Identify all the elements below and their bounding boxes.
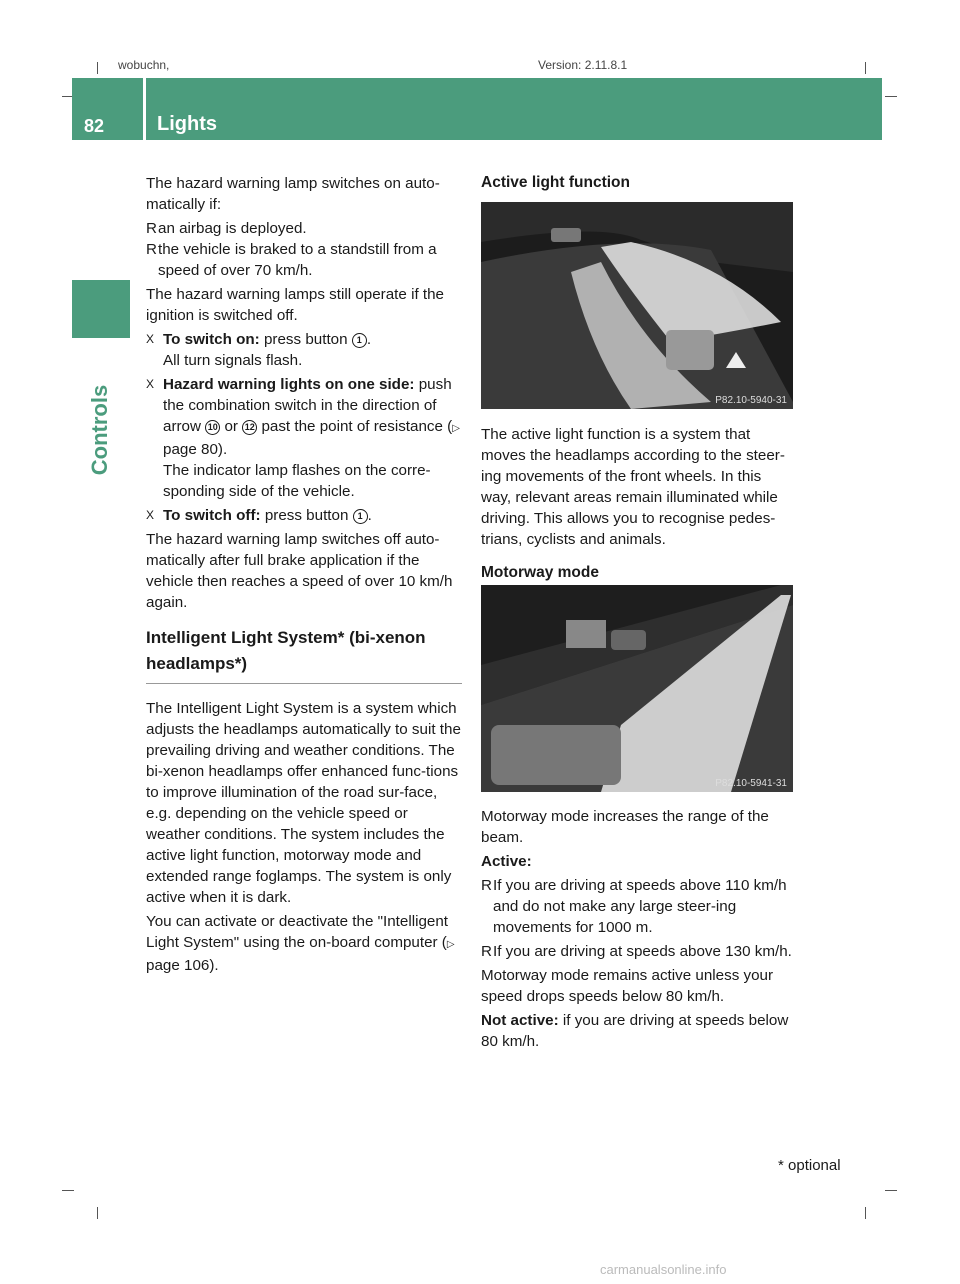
crop-mark (62, 1190, 74, 1191)
night-road-curve-illustration (481, 202, 793, 409)
still-operate-text: The hazard warning lamps still operate if the ignition is switched off. (146, 286, 444, 324)
page-ref-icon: ▷ (452, 423, 460, 434)
list-item: R If you are driving at speeds above 110 km/h and do not make any large steer-ing movements for 1000 m. (481, 877, 787, 936)
section-tab (72, 280, 130, 338)
motorway-heading: Motorway mode (481, 564, 599, 581)
button-1-icon: 1 (353, 509, 368, 524)
crop-mark (97, 62, 98, 74)
step-arrow-icon: X (146, 508, 155, 522)
active-label: Active: (481, 853, 532, 870)
print-meta-left: wobuchn, (118, 58, 170, 72)
page-number: 82 (84, 116, 105, 136)
right-column-b (481, 806, 793, 1055)
watermark: carmanualsonline.info (600, 1262, 727, 1277)
crop-mark (885, 96, 897, 97)
motorway-paragraph: Motorway mode increases the range of the beam. (481, 808, 769, 846)
bullet-marker: R (481, 877, 492, 894)
step-switch-on: X To switch on: press button 1 . All turn signals flash. (146, 331, 372, 369)
arrow-10-icon: 10 (205, 420, 220, 435)
page-ref-icon: ▷ (446, 939, 455, 950)
left-column (146, 173, 462, 979)
bullet-marker: R (146, 220, 157, 237)
bullet-marker: R (481, 943, 492, 960)
crop-mark (865, 1207, 866, 1219)
step-arrow-icon: X (146, 332, 155, 346)
not-active-text: Not active: if you are driving at speeds below 80 km/h. (481, 1012, 789, 1050)
ils-heading: Intelligent Light System* (bi-xenon headlamps*) (146, 628, 426, 673)
crop-mark (865, 62, 866, 74)
auto-off-text: The hazard warning lamp switches off auto-matically after full brake application if the vehicle then reaches a speed of over 10 km/h again. (146, 531, 453, 611)
list-item: R the vehicle is braked to a standstill from a speed of over 70 km/h. (146, 241, 437, 279)
optional-footnote: * optional (778, 1157, 841, 1174)
image-code: P82.10-5941-31 (715, 778, 787, 789)
bullet-marker: R (146, 241, 157, 258)
active-light-paragraph: The active light function is a system that moves the headlamps according to the steer-ing movements of the front wheels. In this way, relevant areas remain illuminated while driving. This allows you to recognise pedes-trians, cyclists and animals. (481, 426, 785, 548)
arrow-12-icon: 12 (242, 420, 257, 435)
step-arrow-icon: X (146, 377, 155, 391)
button-1-icon: 1 (352, 333, 367, 348)
print-meta-right: Version: 2.11.8.1 (538, 58, 628, 72)
image-code: P82.10-5940-31 (715, 395, 787, 406)
crop-mark (885, 1190, 897, 1191)
heading-rule (146, 683, 462, 684)
crop-mark (97, 1207, 98, 1219)
step-switch-off: X To switch off: press button 1 . (146, 507, 372, 524)
night-motorway-illustration (481, 585, 793, 792)
ils-activate-text: You can activate or deactivate the "Intelligent Light System" using the on-board computer (▷ page 106). (146, 913, 455, 974)
right-column-a (481, 424, 793, 583)
ils-paragraph: The Intelligent Light System is a system which adjusts the headlamps automatically to suit the prevailing driving and weather conditions. The bi-xenon headlamps offer enhanced func-tions to improve illumination of the road sur-face, e.g. depending on the vehicle speed or weather conditions. The system includes the active light function, motorway mode and extended range foglamps. The system is only active when it is dark. (146, 700, 461, 906)
remains-active-text: Motorway mode remains active unless your speed drops speeds below 80 km/h. (481, 967, 774, 1005)
hazard-intro: The hazard warning lamp switches on auto-matically if: (146, 175, 440, 213)
motorway-image (481, 585, 793, 792)
page-title: Lights (157, 113, 217, 135)
active-light-heading: Active light function (481, 174, 630, 191)
step-one-side: X Hazard warning lights on one side: push the combination switch in the direction of arrow 10 or 12 past the point of resistance (▷ page 80). The indicator lamp flashes on the corre-sponding side of the vehicle. (146, 376, 460, 500)
section-label: Controls (87, 384, 112, 476)
list-item: R an airbag is deployed. (146, 220, 307, 237)
list-item: R If you are driving at speeds above 130 km/h. (481, 943, 792, 960)
active-light-image (481, 202, 793, 409)
header-separator (143, 78, 146, 140)
